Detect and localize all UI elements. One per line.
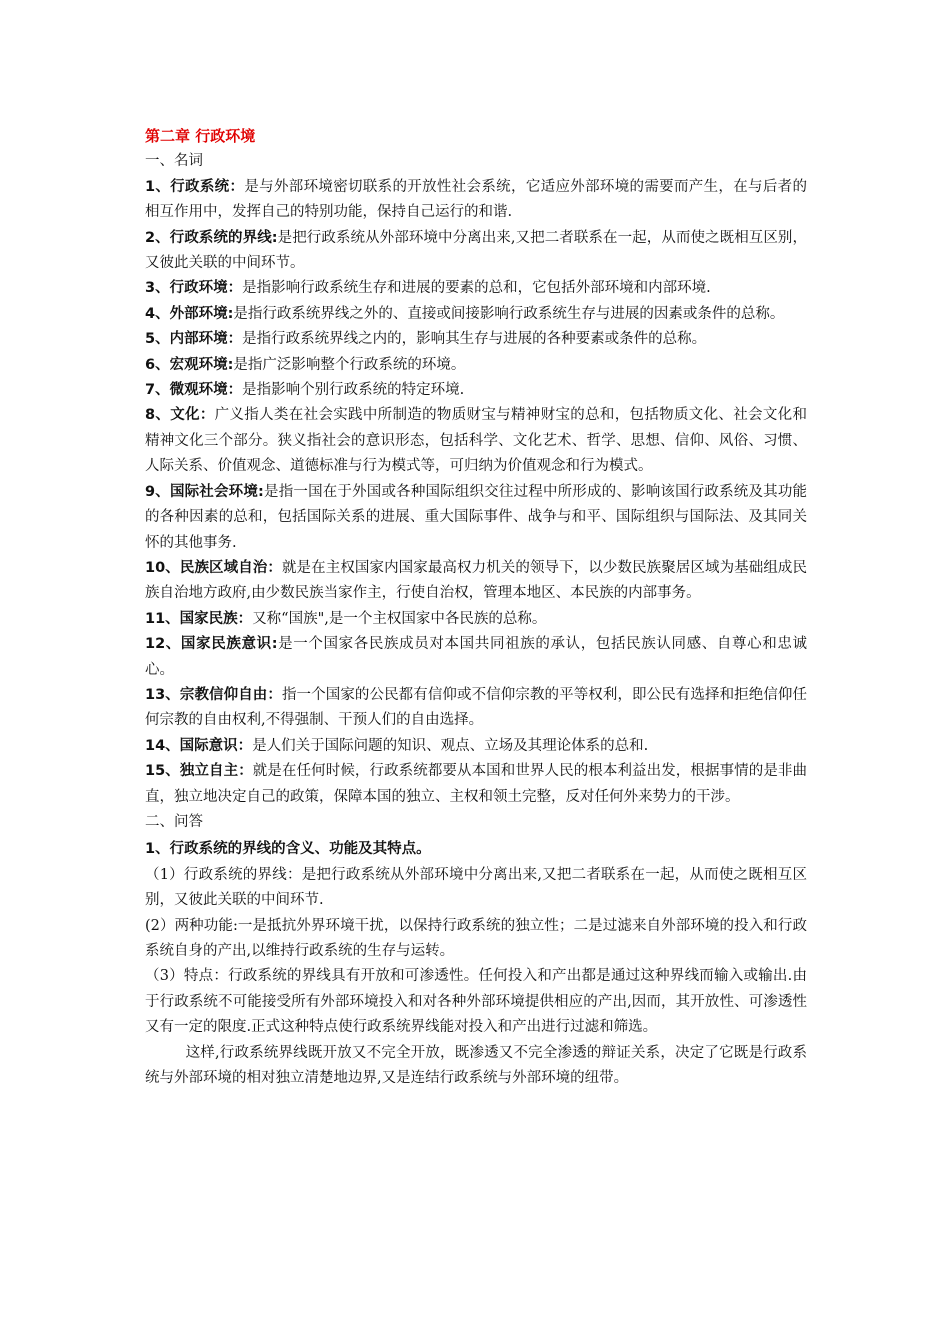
terms-list [145, 175, 807, 810]
term-label: 12、国家民族意识: [145, 636, 278, 653]
term-label: 13、宗教信仰自由： [145, 686, 282, 703]
term-item [145, 327, 807, 352]
term-label: 15、独立自主： [145, 763, 253, 780]
term-label: 5、内部环境： [145, 331, 243, 348]
term-label: 11、国家民族： [145, 610, 253, 627]
answer-paragraph: 这样,行政系统界线既开放又不完全开放，既渗透又不完全渗透的辩证关系，决定了它既是行政系统与外部环境的相对独立清楚地边界,又是连结行政系统与外部环境的纽带。 [145, 1044, 807, 1087]
term-text: 又称“国族",是一个主权国家中各民族的总称。 [252, 610, 547, 627]
term-label: 7、微观环境： [145, 382, 243, 399]
term-item [145, 759, 807, 810]
term-label: 3、行政环境： [145, 280, 243, 297]
term-text: 是人们关于国际问题的知识、观点、立场及其理论体系的总和. [252, 737, 649, 754]
term-text: 就是在主权国家内国家最高权力机关的领导下，以少数民族聚居区域为基础组成民族自治地方政府,由少数民族当家作主，行使自治权，管理本地区、本民族的内部事务。 [145, 559, 807, 602]
term-item [145, 607, 807, 632]
term-item [145, 683, 807, 734]
term-item [145, 378, 807, 403]
term-item [145, 734, 807, 759]
term-text: 是指影响个别行政系统的特定环境. [242, 382, 465, 399]
term-label: 6、宏观环境: [145, 356, 234, 373]
section-heading-terms: 一、名词 [145, 153, 203, 170]
term-item [145, 480, 807, 556]
answer-paragraph: （3）特点：行政系统的界线具有开放和可渗透性。任何投入和产出都是通过这种界线而输入或输出.由于行政系统不可能接受所有外部环境投入和对各种外部环境提供相应的产出,因而，其开放性、可渗透性又有一定的限度.正式这种特点使行政系统界线能对投入和产出进行过滤和筛选。 [145, 968, 807, 1036]
answer-paragraph: (2）两种功能:一是抵抗外界环境干扰，以保持行政系统的独立性；二是过滤来自外部环境的投入和行政系统自身的产出,以维持行政系统的生存与运转。 [145, 917, 807, 959]
term-label: 9、国际社会环境: [145, 483, 264, 500]
term-text: 就是在任何时候，行政系统都要从本国和世界人民的根本利益出发，根据事情的是非曲直，独立地决定自己的政策，保障本国的独立、主权和领土完整，反对任何外来势力的干涉。 [145, 763, 807, 805]
term-item [145, 175, 807, 226]
document-page [145, 124, 807, 1091]
term-item [145, 226, 807, 277]
term-item [145, 403, 807, 479]
term-item [145, 556, 807, 607]
term-text: 是指影响行政系统生存和进展的要素的总和，它包括外部环境和内部环境. [242, 280, 711, 297]
chapter-title: 第二章 行政环境 [145, 127, 256, 145]
term-item [145, 276, 807, 301]
answer-paragraph: （1）行政系统的界线：是把行政系统从外部环境中分离出来,又把二者联系在一起，从而使之既相互区别，又彼此关联的中间环节. [145, 866, 807, 909]
term-text: 是与外部环境密切联系的开放性社会系统，它适应外部环境的需要而产生，在与后者的相互作用中，发挥自己的特别功能，保持自己运行的和谐. [145, 178, 808, 221]
term-text: 是指行政系统界线之内的，影响其生存与进展的各种要素或条件的总称。 [242, 331, 707, 348]
section-heading-qa: 二、问答 [145, 813, 203, 830]
term-text: 指一个国家的公民都有信仰或不信仰宗教的平等权利，即公民有选择和拒绝信仰任何宗教的自由权利,不得强制、干预人们的自由选择。 [145, 686, 807, 729]
term-label: 8、文化： [145, 407, 215, 424]
term-item [145, 302, 807, 327]
question-title: 1、行政系统的界线的含义、功能及其特点。 [145, 841, 431, 858]
term-label: 2、行政系统的界线: [145, 229, 278, 246]
term-label: 4、外部环境: [145, 305, 234, 322]
term-text: 是指广泛影响整个行政系统的环境。 [233, 356, 466, 373]
term-text: 是指一国在于外国或各种国际组织交往过程中所形成的、影响该国行政系统及其功能的各种因素的总和，包括国际关系的进展、重大国际事件、战争与和平、国际组织与国际法、及其同关怀的其他事务. [145, 483, 808, 551]
term-text: 广义指人类在社会实践中所制造的物质财宝与精神财宝的总和，包括物质文化、社会文化和精神文化三个部分。狭义指社会的意识形态，包括科学、文化艺术、哲学、思想、信仰、风俗、习惯、人际关系、价值观念、道德标准与行为模式等，可归纳为价值观念和行为模式。 [145, 407, 807, 475]
term-text: 是把行政系统从外部环境中分离出来,又把二者联系在一起，从而使之既相互区别，又彼此关联的中间环节。 [145, 229, 807, 272]
term-label: 10、民族区域自治： [145, 559, 282, 576]
term-text: 是指行政系统界线之外的、直接或间接影响行政系统生存与进展的因素或条件的总称。 [233, 305, 785, 322]
term-label: 1、行政系统： [145, 178, 245, 195]
term-label: 14、国际意识： [145, 737, 253, 754]
term-text: 是一个国家各民族成员对本国共同祖族的承认，包括民族认同感、自尊心和忠诚心。 [145, 636, 808, 678]
term-item [145, 632, 807, 683]
term-item [145, 353, 807, 378]
question-block [145, 837, 807, 1091]
